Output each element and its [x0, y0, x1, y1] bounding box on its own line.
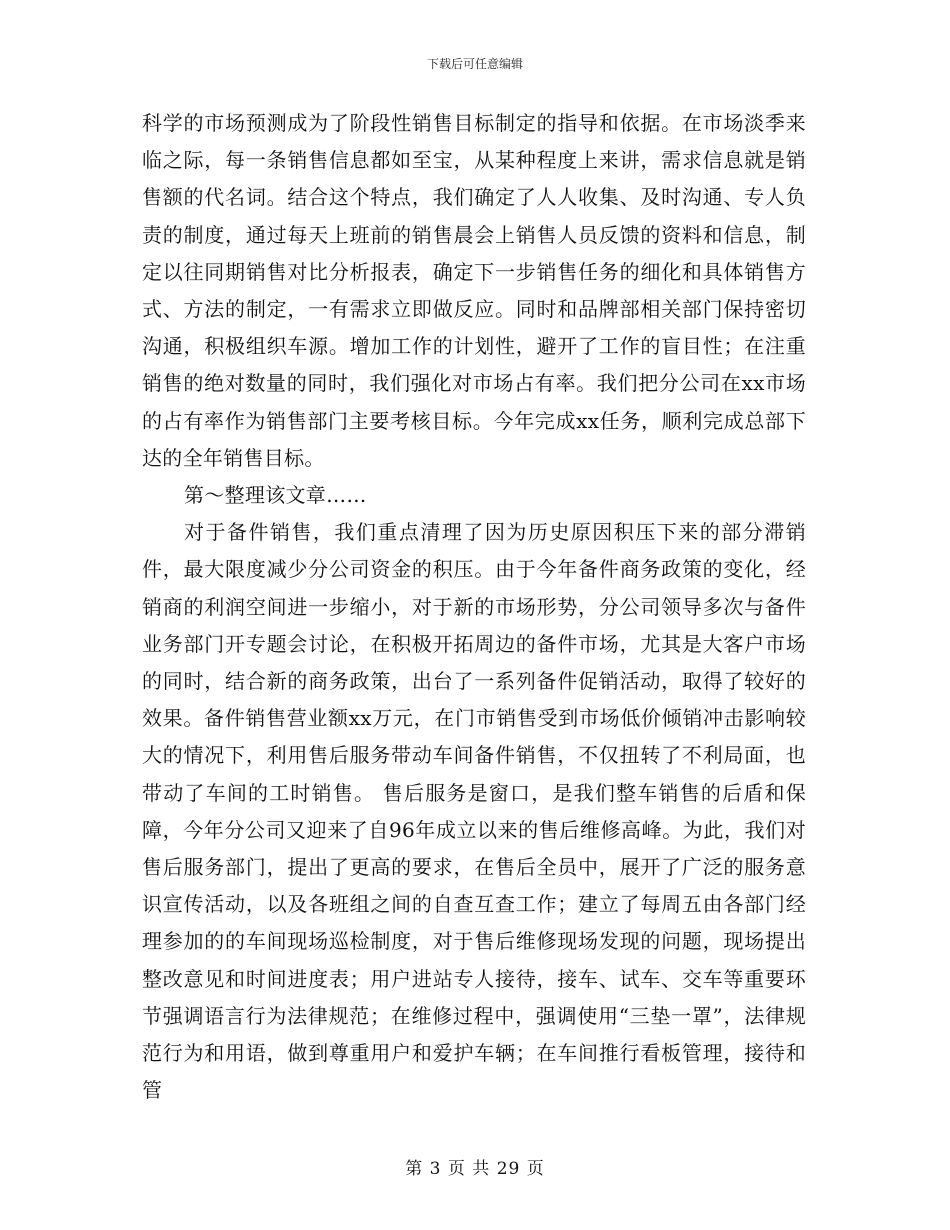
paragraph-2: 第～整理该文章……: [184, 483, 367, 508]
paragraph-3: 对于备件销售，我们重点清理了因为历史原因积压下来的部分滞销件，最大限度减少分公司资金的积压。由于今年备件商务政策的变化，经销商的利润空间进一步缩小，对于新的市场形势，分公司领导多次与备件业务部门开专题会讨论，在积极开拓周边的备件市场，尤其是大客户市场的同时，结合新的商务政策，出台了一系列备件促销活动，取得了较好的效果。备件销售营业额xx万元，在门市销售受到市场低价倾销冲击影响较大的情况下，利用售后服务带动车间备件销售，不仅扭转了不利局面，也带动了车间的工时销售。 售后服务是窗口，是我们整车销售的后盾和保障，今年分公司又迎来了自96年成立以来的售后维修高峰。为此，我们对售后服务部门，提出了更高的要求，在售后全员中，展开了广泛的服务意识宣传活动，以及各班组之间的自查互查工作；建立了每周五由各部门经理参加的的车间现场巡检制度，对于售后维修现场发现的问题，现场提出整改意见和时间进度表；用户进站专人接待，接车、试车、交车等重要环节强调语言行为法律规范；在维修过程中，强调使用“三垫一罩”，法律规范行为和用语，做到尊重用户和爱护车辆；在车间推行看板管理，接待和管: [142, 520, 806, 1103]
page-header-note: 下载后可任意编辑: [426, 57, 523, 71]
paragraph-1: 科学的市场预测成为了阶段性销售目标制定的指导和依据。在市场淡季来临之际，每一条销售信息都如至宝，从某种程度上来讲，需求信息就是销售额的代名词。结合这个特点，我们确定了人人收集、及时沟通、专人负责的制度，通过每天上班前的销售晨会上销售人员反馈的资料和信息，制定以往同期销售对比分析报表，确定下一步销售任务的细化和具体销售方式、方法的制定，一有需求立即做反应。同时和品牌部相关部门保持密切沟通，积极组织车源。增加工作的计划性，避开了工作的盲目性；在注重销售的绝对数量的同时，我们强化对市场占有率。我们把分公司在xx市场的占有率作为销售部门主要考核目标。今年完成xx任务，顺利完成总部下达的全年销售目标。: [142, 111, 806, 470]
page-footer-number: 第 3 页 共 29 页: [405, 1159, 545, 1179]
document-body: [142, 105, 806, 1109]
